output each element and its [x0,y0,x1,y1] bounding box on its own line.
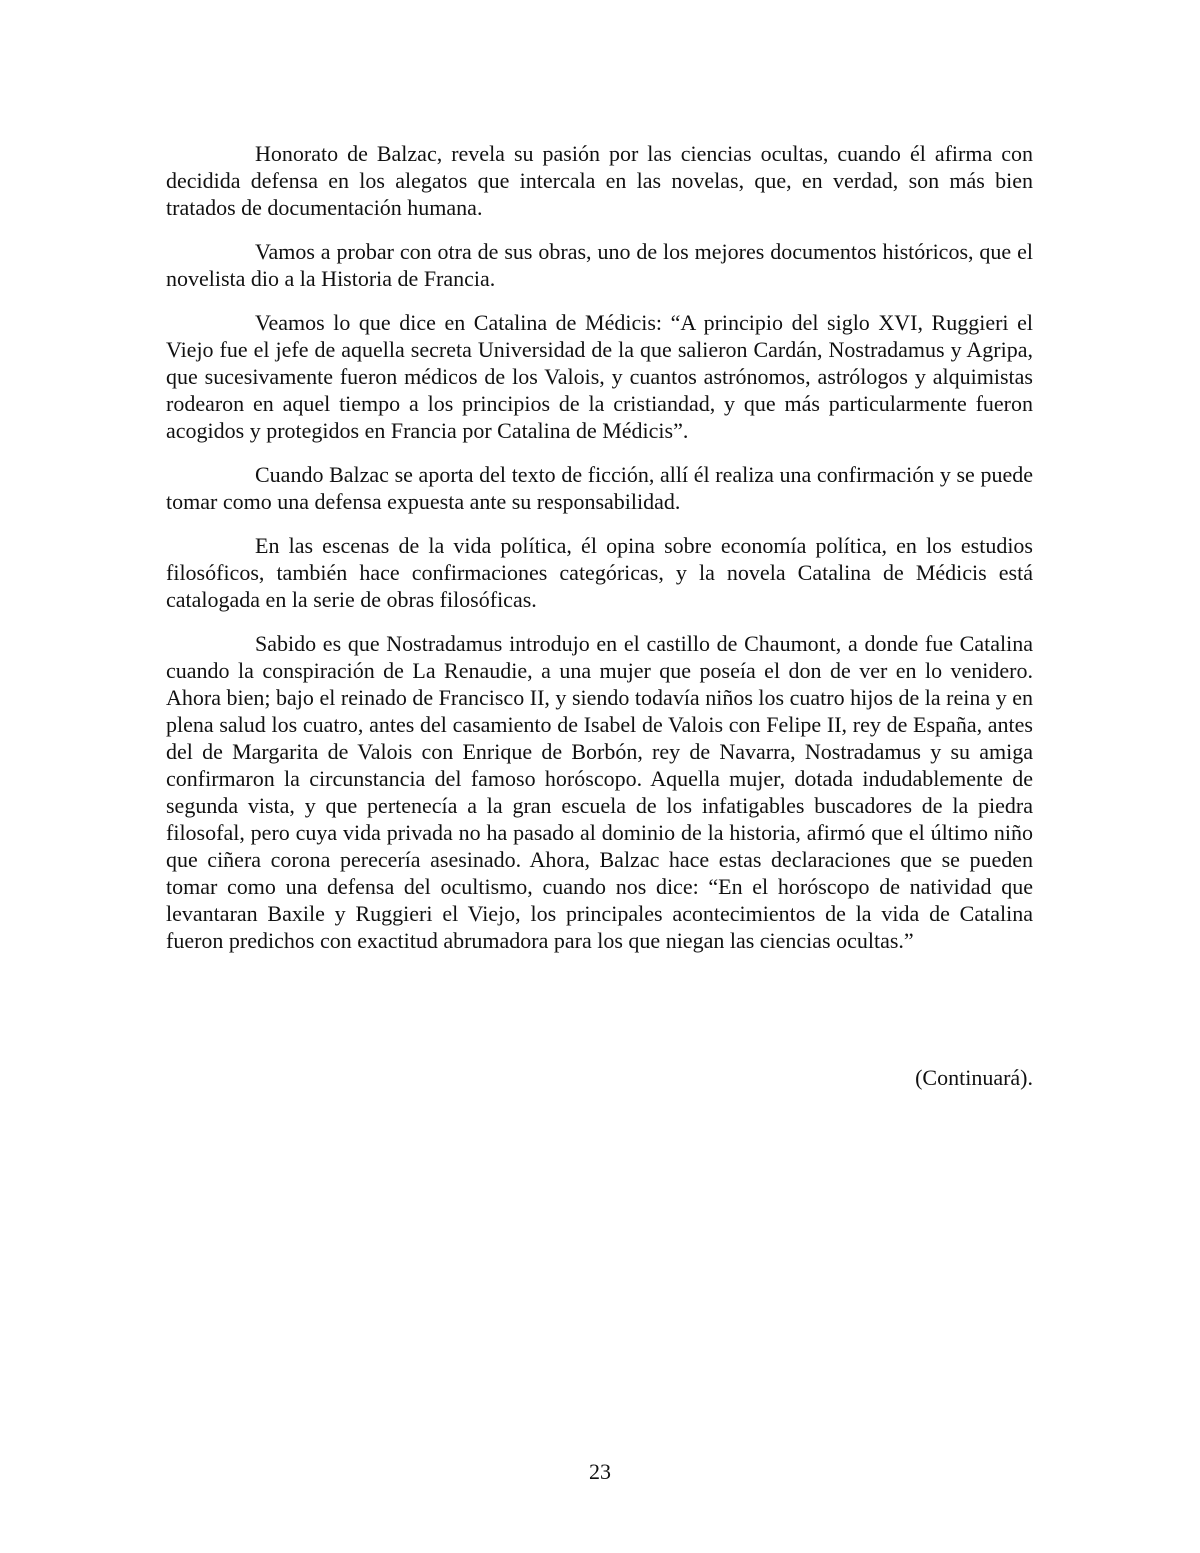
paragraph-catalina-quote: Veamos lo que dice en Catalina de Médicis: “A principio del siglo XVI, Ruggieri el Viejo fue el jefe de aquella secreta Universidad de la que salieron Cardán, Nostradamus y Agripa, que sucesivamente fueron médicos de los Valois, y cuantos astrónomos, astrólogos y alquimistas rodearon en aquel tiempo a los principios de la cristiandad, y que más particularmente fueron acogidos y protegidos en Francia por Catalina de Médicis”. [166,310,1033,443]
continuation-note: (Continuará). [915,1065,1033,1090]
page-number: 23 [589,1459,611,1484]
paragraph-ficcion: Cuando Balzac se aporta del texto de ficción, allí él realiza una confirmación y se puede tomar como una defensa expuesta ante su responsabilidad. [166,462,1033,514]
paragraph-probar-obra: Vamos a probar con otra de sus obras, uno de los mejores documentos históricos, que el novelista dio a la Historia de Francia. [166,239,1033,291]
paragraph-balzac-passion: Honorato de Balzac, revela su pasión por las ciencias ocultas, cuando él afirma con decidida defensa en los alegatos que intercala en las novelas, que, en verdad, son más bien tratados de documentación humana. [166,141,1033,220]
paragraph-nostradamus: Sabido es que Nostradamus introdujo en el castillo de Chaumont, a donde fue Catalina cuando la conspiración de La Renaudie, a una mujer que poseía el don de ver en lo venidero. Ahora bien; bajo el reinado de Francisco II, y siendo todavía niños los cuatro hijos de la reina y en plena salud los cuatro, antes del casamiento de Isabel de Valois con Felipe II, rey de España, antes del de Margarita de Valois con Enrique de Borbón, rey de Navarra, Nostradamus y su amiga confirmaron la circunstancia del famoso horóscopo. Aquella mujer, dotada indudablemente de segunda vista, y que pertenecía a la gran escuela de los infatigables buscadores de la piedra filosofal, pero cuya vida privada no ha pasado al dominio de la historia, afirmó que el último niño que ciñera corona perecería asesinado. Ahora, Balzac hace estas declaraciones que se pueden tomar como una defensa del ocultismo, cuando nos dice: “En el horóscopo de natividad que levantaran Baxile y Ruggieri el Viejo, los principales acontecimientos de la vida de Catalina fueron predichos con exactitud abrumadora para los que niegan las ciencias ocultas.” [166,631,1033,953]
paragraph-vida-politica: En las escenas de la vida política, él opina sobre economía política, en los estudios filosóficos, también hace confirmaciones categóricas, y la novela Catalina de Médicis está catalogada en la serie de obras filosóficas. [166,533,1033,612]
text-body [166,140,1033,971]
